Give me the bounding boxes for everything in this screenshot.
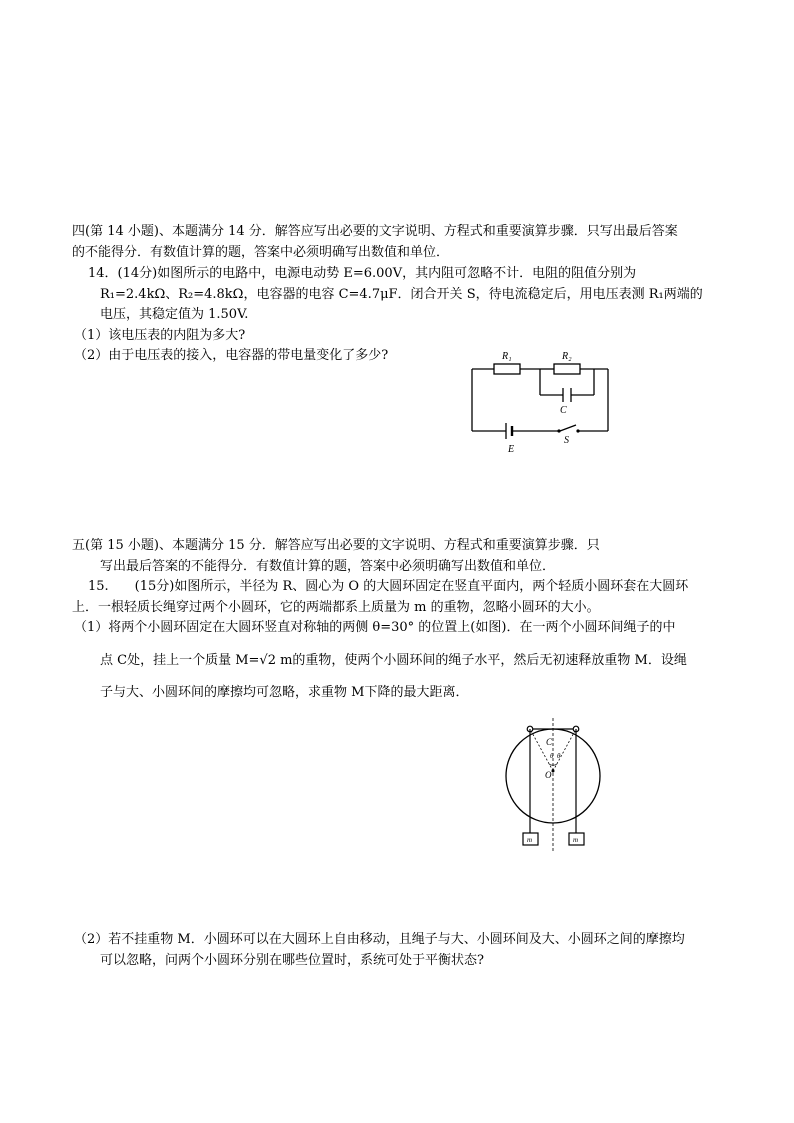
q14-line1: 14．(14分)如图所示的电路中，电源电动势 E=6.00V，其内阻可忽略不计．电阻的阻值分别为	[88, 266, 637, 281]
section4-header-line1: 四(第 14 小题)、本题满分 14 分．解答应写出必要的文字说明、方程式和重要演算步骤．只写出最后答案	[72, 224, 678, 239]
label-c: C	[560, 405, 567, 416]
switch-symbol	[560, 425, 576, 431]
section5-header-line2: 写出最后答案的不能得分．有数值计算的题，答案中必须明确写出数值和单位．	[100, 559, 556, 574]
section4-header-line2: 的不能得分．有数值计算的题，答案中必须明确写出数值和单位．	[72, 245, 450, 260]
label-m-left: m	[527, 836, 533, 844]
q14-sub1: （1）该电压表的内阻为多大?	[74, 328, 246, 343]
q15-sub2-line2: 可以忽略，问两个小圆环分别在哪些位置时，系统可处于平衡状态?	[100, 953, 484, 968]
label-m-right: m	[573, 836, 579, 844]
section5-header-line1: 五(第 15 小题)、本题满分 15 分．解答应写出必要的文字说明、方程式和重要演算步骤．只	[72, 538, 600, 553]
q15-sub1-line3: 子与大、小圆环间的摩擦均可忽略，求重物 M下降的最大距离．	[100, 685, 469, 700]
q14-line2: R₁=2.4kΩ、R₂=4.8kΩ，电容器的电容 C=4.7μF．闭合开关 S，待电流稳定后，用电压表测 R₁两端的	[100, 287, 703, 302]
ring-figure	[500, 718, 620, 853]
label-e: E	[508, 444, 515, 455]
label-r2: R₂	[562, 351, 572, 362]
q15-sub1-line2: 点 C处，挂上一个质量 M=√2 m的重物，使两个小圆环间的绳子水平，然后无初速释放重物 M．设绳	[100, 653, 687, 668]
resistor-r1-symbol	[494, 364, 520, 374]
label-c: C	[546, 737, 553, 747]
resistor-r2-symbol	[554, 364, 580, 374]
label-theta-left: θ	[550, 752, 554, 760]
q15-sub1-line1: （1）将两个小圆环固定在大圆环竖直对称轴的两侧 θ=30° 的位置上(如图)．在一两个小圆环间绳子的中	[74, 620, 676, 635]
q14-sub2: （2）由于电压表的接入，电容器的带电量变化了多少?	[74, 348, 389, 363]
q15-line2: 上．一根轻质长绳穿过两个小圆环，它的两端都系上质量为 m 的重物，忽略小圆环的大小。	[72, 600, 600, 615]
circuit-figure	[464, 345, 624, 455]
ring-center-dot	[552, 770, 555, 773]
label-s: S	[564, 435, 569, 446]
label-r1: R₁	[502, 351, 512, 362]
label-o: O	[545, 770, 552, 780]
q15-sub2-line1: （2）若不挂重物 M．小圆环可以在大圆环上自由移动，且绳子与大、小圆环间及大、小圆环之间的摩擦均	[74, 932, 685, 947]
q15-line1: 15. (15分)如图所示，半径为 R、圆心为 O 的大圆环固定在竖直平面内，两个轻质小圆环套在大圆环	[88, 579, 689, 594]
label-theta-right: θ	[557, 752, 561, 760]
q14-line3: 电压，其稳定值为 1.50V.	[100, 307, 249, 322]
